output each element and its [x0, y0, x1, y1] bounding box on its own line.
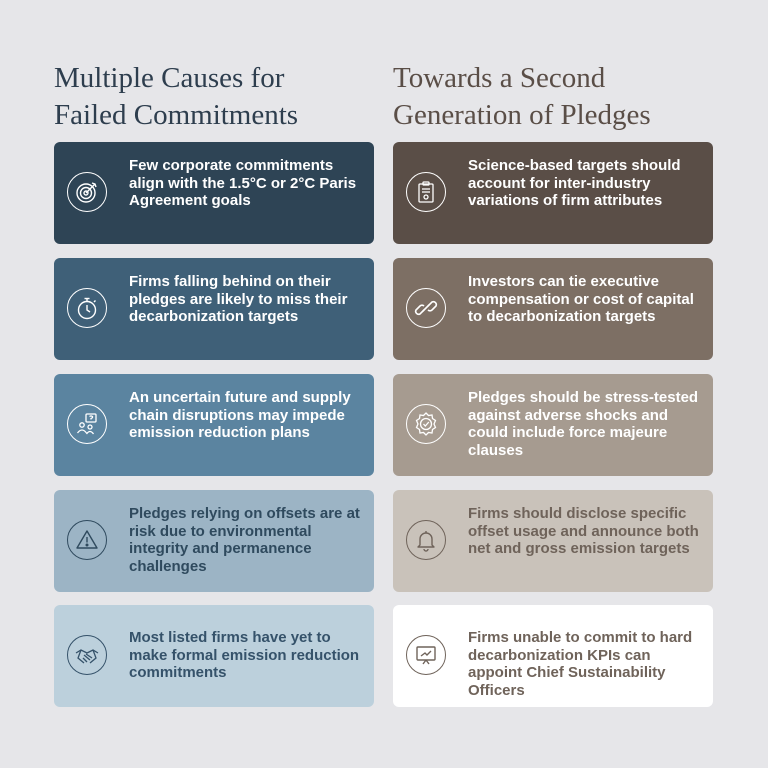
cause-card-offsets-risk — [54, 490, 374, 592]
handshake-icon — [67, 635, 107, 675]
right-title-line2: Generation of Pledges — [393, 99, 651, 131]
question-people-icon — [67, 404, 107, 444]
warning-icon — [67, 520, 107, 560]
pledge-text: Pledges should be stress-tested against adverse shocks and could include force majeure clauses — [468, 389, 699, 459]
cause-card-uncertain-future — [54, 374, 374, 476]
cause-text: Firms falling behind on their pledges are likely to miss their decarbonization targets — [129, 273, 348, 326]
target-icon — [67, 172, 107, 212]
cause-card-falling-behind — [54, 258, 374, 360]
left-column-title — [54, 60, 384, 134]
cause-card-paris-alignment — [54, 142, 374, 244]
pledge-card-stress-test — [393, 374, 713, 476]
bell-icon — [406, 520, 446, 560]
pledge-card-science-targets — [393, 142, 713, 244]
pledge-text: Investors can tie executive compensation or cost of capital to decarbonization targets — [468, 273, 694, 326]
pledge-card-appoint-cso — [393, 605, 713, 707]
left-title-line1: Multiple Causes for — [54, 62, 285, 94]
cause-text: Pledges relying on offsets are at risk due to environmental integrity and permanence challenges — [129, 505, 360, 575]
cause-text: Few corporate commitments align with the 1.5°C or 2°C Paris Agreement goals — [129, 157, 357, 210]
stopwatch-icon — [67, 288, 107, 328]
presentation-board-icon — [406, 635, 446, 675]
chain-link-icon — [406, 288, 446, 328]
pledge-text: Firms should disclose specific offset usage and announce both net and gross emission targets — [468, 505, 699, 558]
certificate-icon — [406, 172, 446, 212]
pledge-text: Science-based targets should account for inter-industry variations of firm attributes — [468, 157, 681, 210]
pledge-card-investor-ties — [393, 258, 713, 360]
right-column-title — [393, 60, 723, 134]
left-title-line2: Failed Commitments — [54, 99, 299, 131]
pledge-card-disclose-offsets — [393, 490, 713, 592]
right-title-line1: Towards a Second — [393, 62, 606, 94]
pledge-text: Firms unable to commit to hard decarbonization KPIs can appoint Chief Sustainability Officers — [468, 629, 693, 699]
verified-badge-icon — [406, 404, 446, 444]
cause-text: Most listed firms have yet to make formal emission reduction commitments — [129, 629, 360, 682]
cause-text: An uncertain future and supply chain disruptions may impede emission reduction plans — [129, 389, 351, 442]
cause-card-no-commitments — [54, 605, 374, 707]
